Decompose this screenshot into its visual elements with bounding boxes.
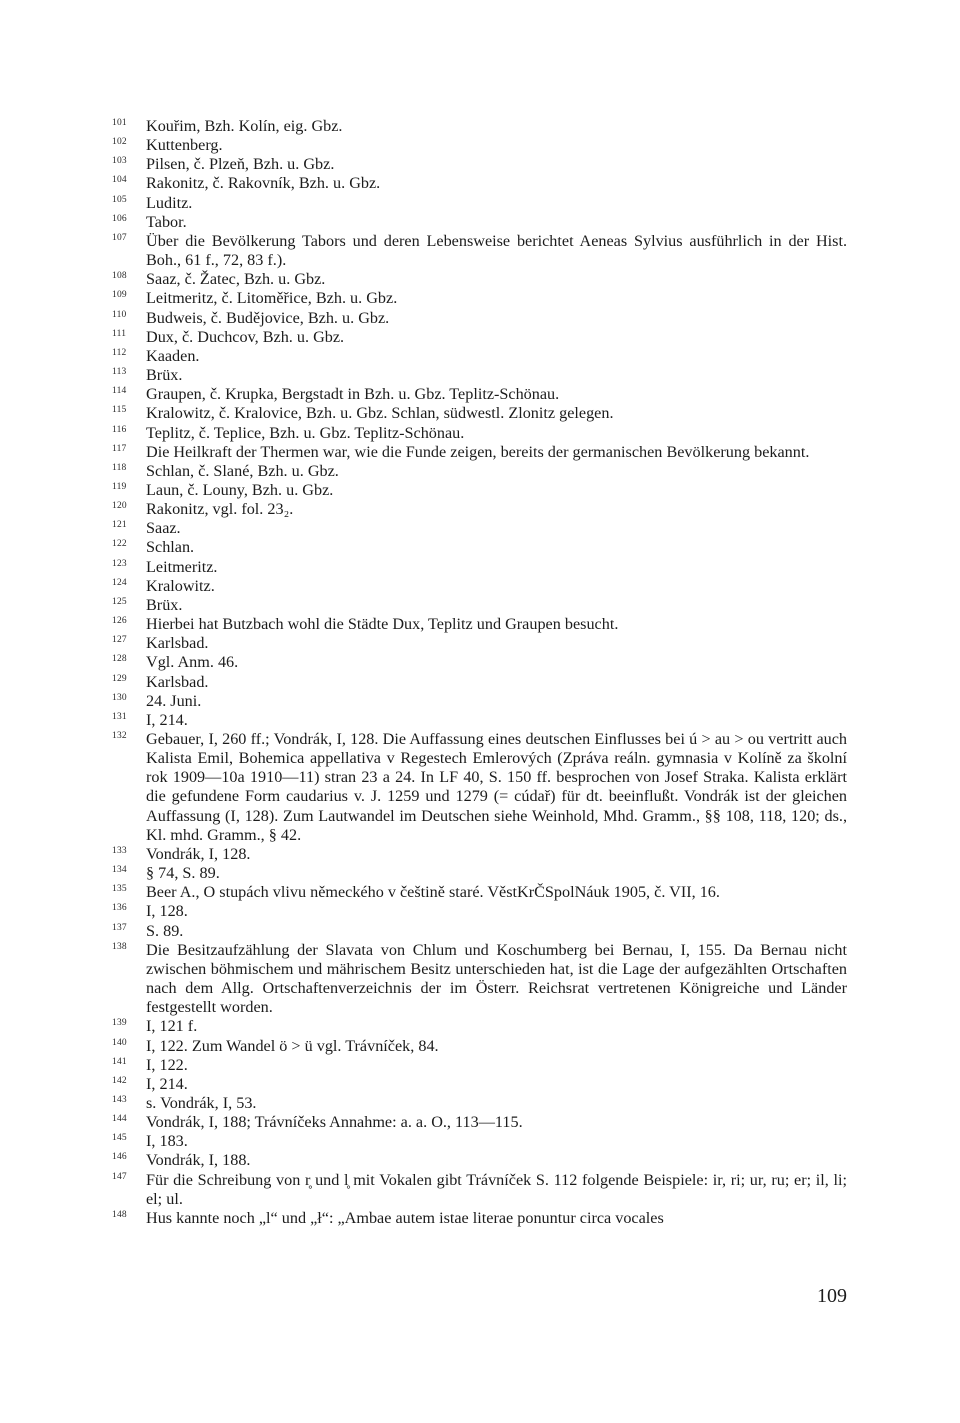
footnote-number: 121	[112, 520, 127, 531]
footnote-number: 142	[112, 1075, 127, 1086]
footnote	[112, 1113, 847, 1132]
footnote-number: 132	[112, 731, 127, 741]
footnote-text: Laun, č. Louny, Bzh. u. Gbz.	[146, 480, 334, 499]
footnote	[112, 328, 847, 347]
footnote	[112, 194, 847, 213]
footnote-number: 130	[112, 692, 127, 703]
footnote-text: Kuttenberg.	[146, 136, 223, 155]
footnote	[112, 1017, 847, 1036]
footnote-text: Tabor.	[146, 212, 187, 231]
footnote-text: Saaz.	[146, 519, 181, 538]
footnote-text: Saaz, č. Žatec, Bzh. u. Gbz.	[146, 270, 326, 289]
footnote-text: I, 128.	[146, 902, 188, 921]
footnote-number: 145	[112, 1133, 127, 1144]
footnote-number: 101	[112, 118, 127, 128]
footnote-number: 125	[112, 596, 127, 607]
footnote-number: 146	[112, 1152, 127, 1163]
footnote-text: Beer A., O stupách vlivu německého v češtině staré. VěstKrČSpolNáuk 1905, č. VII, 16.	[146, 883, 720, 902]
footnote	[112, 443, 847, 462]
footnote	[112, 615, 847, 634]
footnote-text: s. Vondrák, I, 53.	[146, 1093, 257, 1112]
footnote	[112, 730, 847, 845]
footnote-number: 104	[112, 175, 127, 186]
footnote-text: Für die Schreibung von r̥ und l̥ mit Vokalen gibt Trávníček S. 112 folgende Beispiele: ir, ri; ur, ru; er; il, li; el; ul.	[146, 1170, 847, 1208]
footnote-text: Kralowitz.	[146, 576, 215, 595]
footnote	[112, 1209, 847, 1228]
footnote-number: 133	[112, 845, 127, 856]
footnote-text: Leitmeritz.	[146, 557, 218, 576]
footnote-text: Vgl. Anm. 46.	[146, 653, 239, 672]
footnote-text: Rakonitz, vgl. fol. 23₂.	[146, 500, 294, 519]
footnote	[112, 1132, 847, 1151]
footnote-number: 119	[112, 481, 127, 492]
footnote-number: 112	[112, 347, 127, 358]
footnote	[112, 289, 847, 308]
footnote-text: Kouřim, Bzh. Kolín, eig. Gbz.	[146, 117, 343, 135]
footnote-number: 102	[112, 137, 127, 148]
footnote-number: 129	[112, 673, 127, 684]
footnote-text: I, 214.	[146, 710, 188, 729]
footnote	[112, 366, 847, 385]
footnote-number: 134	[112, 865, 127, 876]
footnote-number: 118	[112, 462, 127, 473]
footnote	[112, 634, 847, 653]
footnote-text: Graupen, č. Krupka, Bergstadt in Bzh. u. Gbz. Teplitz-Schönau.	[146, 385, 560, 404]
footnotes-list	[112, 117, 847, 1228]
footnote	[112, 1151, 847, 1170]
footnote	[112, 1094, 847, 1113]
footnote-text: Brüx.	[146, 366, 183, 385]
footnote-text: Vondrák, I, 188; Trávníčeks Annahme: a. a. O., 113—115.	[146, 1113, 523, 1132]
footnote	[112, 1037, 847, 1056]
footnote-number: 110	[112, 309, 127, 320]
footnote-text: Karlsbad.	[146, 634, 209, 653]
footnote	[112, 902, 847, 921]
footnote	[112, 519, 847, 538]
footnote-number: 135	[112, 884, 127, 895]
footnote	[112, 174, 847, 193]
footnote-number: 115	[112, 405, 127, 416]
footnote	[112, 558, 847, 577]
footnote-text: Teplitz, č. Teplice, Bzh. u. Gbz. Teplitz-Schönau.	[146, 423, 465, 442]
footnote-text: Über die Bevölkerung Tabors und deren Lebensweise berichtet Aeneas Sylvius ausführlich in der Hist. Boh., 61 f., 72, 83 f.).	[146, 231, 847, 270]
footnote	[112, 1171, 847, 1209]
footnote-text: Vondrák, I, 188.	[146, 1151, 251, 1170]
footnote-number: 116	[112, 424, 127, 435]
footnote	[112, 596, 847, 615]
footnote-number: 124	[112, 577, 127, 588]
footnote-number: 148	[112, 1209, 127, 1220]
footnote	[112, 845, 847, 864]
footnote-number: 111	[112, 328, 127, 339]
footnote-number: 108	[112, 271, 127, 282]
footnote	[112, 404, 847, 423]
footnote-number: 128	[112, 654, 127, 665]
footnote-text: Hierbei hat Butzbach wohl die Städte Dux, Teplitz und Graupen besucht.	[146, 615, 619, 634]
footnote-text: § 74, S. 89.	[146, 864, 220, 883]
footnote	[112, 653, 847, 672]
footnote	[112, 309, 847, 328]
footnote-number: 107	[112, 232, 127, 243]
footnote-text: Budweis, č. Budějovice, Bzh. u. Gbz.	[146, 308, 390, 327]
footnote-text: I, 122.	[146, 1055, 188, 1074]
footnote-text: Kaaden.	[146, 346, 200, 365]
footnote-text: Die Heilkraft der Thermen war, wie die Funde zeigen, bereits der germanischen Bevölkerung bekannt.	[146, 442, 810, 461]
footnote-text: Pilsen, č. Plzeň, Bzh. u. Gbz.	[146, 155, 335, 174]
footnote-text: Leitmeritz, č. Litoměřice, Bzh. u. Gbz.	[146, 289, 398, 308]
footnote-number: 103	[112, 156, 127, 167]
footnote-text: I, 121 f.	[146, 1017, 198, 1036]
footnote	[112, 385, 847, 404]
footnote	[112, 213, 847, 232]
footnote-number: 141	[112, 1056, 127, 1067]
footnote-text: Gebauer, I, 260 ff.; Vondrák, I, 128. Die Auffassung eines deutschen Einflusses bei ú > au > ou vertritt auch Kalista Emil, Bohemica appellativa v Regestech Emlerových (Zpráva reáln. gymnasia v Kolíně za školní rok 1909—10a 1910—11) stran 23 a 24. In LF 40, S. 150 ff. besprochen von Josef Straka. Kalista erklärt die gefundene Form caudarius v. J. 1259 und 1279 (= cúdař) für dt. beeinflußt. Vondrák ist der gleichen Auffassung (I, 128). Zum Lautwandel im Deutschen siehe Weinhold, Mhd. Gramm., §§ 108, 118, 120; ds., Kl. mhd. Gramm., § 42.	[146, 730, 847, 844]
footnote	[112, 232, 847, 270]
footnote-number: 131	[112, 711, 127, 722]
footnote-text: Schlan, č. Slané, Bzh. u. Gbz.	[146, 461, 339, 480]
footnote-number: 109	[112, 290, 127, 301]
footnote	[112, 117, 847, 136]
footnote	[112, 462, 847, 481]
footnote	[112, 864, 847, 883]
footnote-number: 117	[112, 443, 127, 454]
footnote-text: 24. Juni.	[146, 691, 202, 710]
footnote-text: Luditz.	[146, 193, 193, 212]
footnote	[112, 711, 847, 730]
footnote	[112, 347, 847, 366]
footnote	[112, 424, 847, 443]
footnote-number: 147	[112, 1171, 127, 1182]
footnote-text: Rakonitz, č. Rakovník, Bzh. u. Gbz.	[146, 174, 381, 193]
footnote	[112, 1075, 847, 1094]
footnote-number: 114	[112, 386, 127, 397]
footnote-text: Schlan.	[146, 538, 195, 557]
footnote-text: Die Besitzaufzählung der Slavata von Chlum und Koschumberg bei Bernau, I, 155. Da Bernau nicht zwischen böhmischem und mährischem Besitz unterschieden hat, ist die Lage der aufgezählten Ortschaften nach dem Allg. Ortschaftenverzeichnis der im Österr. Reichsrat vertretenen Königreiche und Länder festgestellt worden.	[146, 940, 847, 1017]
page-number: 109	[817, 1285, 847, 1307]
footnote-text: Karlsbad.	[146, 672, 209, 691]
footnote-number: 105	[112, 194, 127, 205]
footnote	[112, 922, 847, 941]
footnote	[112, 500, 847, 519]
footnote	[112, 941, 847, 1018]
footnote-number: 122	[112, 539, 127, 550]
footnote-number: 137	[112, 922, 127, 933]
footnote-text: I, 183.	[146, 1132, 188, 1151]
footnote-number: 106	[112, 213, 127, 224]
footnote	[112, 673, 847, 692]
footnote	[112, 538, 847, 557]
footnote-text: Kralowitz, č. Kralovice, Bzh. u. Gbz. Schlan, südwestl. Zlonitz gelegen.	[146, 404, 614, 423]
footnote-number: 140	[112, 1037, 127, 1048]
footnote-text: Dux, č. Duchcov, Bzh. u. Gbz.	[146, 327, 345, 346]
footnote-text: I, 214.	[146, 1074, 188, 1093]
footnote	[112, 155, 847, 174]
footnote-number: 138	[112, 941, 127, 952]
footnote-text: S. 89.	[146, 921, 184, 940]
footnote	[112, 1056, 847, 1075]
footnote-number: 113	[112, 367, 127, 378]
footnote-text: Vondrák, I, 128.	[146, 844, 251, 863]
footnote	[112, 577, 847, 596]
footnote-number: 143	[112, 1094, 127, 1105]
footnote-number: 144	[112, 1114, 127, 1125]
footnote-number: 120	[112, 501, 127, 512]
footnote-number: 127	[112, 635, 127, 646]
footnote-text: I, 122. Zum Wandel ö > ü vgl. Trávníček, 84.	[146, 1036, 439, 1055]
footnote-text: Hus kannte noch „l“ und „ł“: „Ambae autem istae literae ponuntur circa vocales	[146, 1208, 664, 1227]
footnote	[112, 136, 847, 155]
footnote-text: Brüx.	[146, 595, 183, 614]
footnote-number: 126	[112, 616, 127, 627]
footnote-number: 123	[112, 558, 127, 569]
footnote	[112, 692, 847, 711]
footnote	[112, 481, 847, 500]
footnote	[112, 270, 847, 289]
footnote-number: 139	[112, 1018, 127, 1029]
footnote	[112, 883, 847, 902]
footnote-number: 136	[112, 903, 127, 914]
